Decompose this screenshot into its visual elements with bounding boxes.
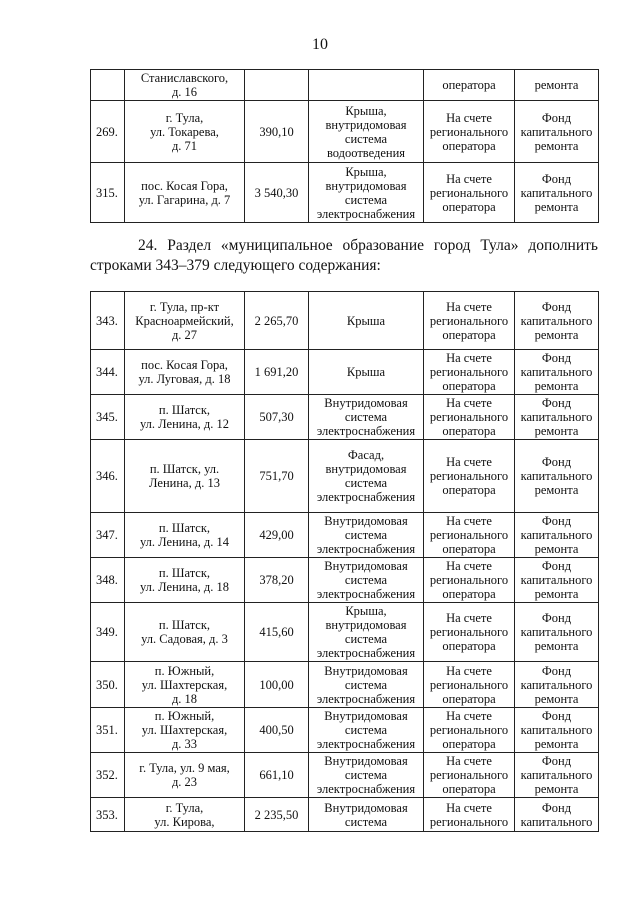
funding-method-cell [424, 350, 515, 395]
funding-source-cell [515, 163, 599, 223]
works-cell-line: система [344, 677, 388, 692]
address-cell-line: д. 16 [171, 85, 198, 99]
works-cell-line: Внутридомовая [324, 663, 408, 678]
funding-method-cell-line: На счете [446, 299, 492, 314]
address-cell-line: п. Шатск, [158, 403, 211, 417]
address-cell-line: д. 33 [171, 737, 198, 751]
funding-method-cell [424, 292, 515, 350]
address-cell [125, 70, 245, 101]
works-cell-line: электроснабжения [316, 737, 416, 751]
address-cell [125, 513, 245, 558]
funding-source-cell-line: капитального [520, 625, 593, 639]
works-cell-line: система [344, 410, 388, 424]
funding-source-cell-line: ремонта [534, 483, 579, 497]
address-cell-line: д. 18 [171, 691, 198, 706]
address-cell [125, 292, 245, 350]
works-cell-line: Фасад, [347, 448, 385, 462]
works-cell-line: внутридомовая [325, 117, 407, 132]
funding-method-cell-line: На счете [446, 754, 492, 768]
address-cell-line: д. 71 [171, 138, 198, 153]
amendment-paragraph [90, 236, 598, 276]
funding-method-cell-line: оператора [442, 379, 496, 393]
works-cell-line: электроснабжения [316, 782, 416, 796]
funding-method-cell [424, 798, 515, 832]
funding-method-cell-line: На счете [446, 455, 492, 469]
funding-method-cell-line: На счете [446, 514, 492, 528]
funding-source-cell-line: капитального [520, 469, 593, 483]
page-number: 10 [312, 36, 328, 53]
address-cell-line: ул. Токарева, [150, 124, 219, 139]
funding-source-cell-line: капитального [520, 677, 593, 692]
address-cell-line: пос. Косая Гора, [141, 178, 228, 193]
works-cell-line: водоотведения [326, 145, 406, 160]
address-cell-line: Станиславского, [140, 71, 229, 85]
area-cell: 429,00 [245, 513, 309, 558]
funding-method-cell-line: регионального [429, 814, 509, 829]
table-row [91, 798, 599, 832]
works-cell-line: внутридомовая [325, 618, 407, 632]
works-cell-line: Крыша, [345, 164, 387, 179]
funding-source-cell-line: Фонд [541, 514, 572, 528]
address-cell [125, 440, 245, 513]
funding-method-cell [424, 163, 515, 223]
address-cell-line: г. Тула, [165, 110, 204, 125]
works-cell-line: электроснабжения [316, 646, 416, 660]
funding-method-cell-line: оператора [442, 782, 496, 796]
works-cell-line: электроснабжения [316, 490, 416, 504]
address-cell-line: п. Шатск, [158, 618, 211, 632]
row-number: 344. [91, 350, 125, 395]
works-cell-line: Крыша, [345, 103, 387, 118]
table-row [91, 753, 599, 798]
address-cell [125, 753, 245, 798]
row-number: 345. [91, 395, 125, 440]
funding-source-cell-line: Фонд [541, 611, 572, 625]
works-cell-line: электроснабжения [316, 587, 416, 601]
funding-source-cell-line: ремонта [534, 737, 579, 751]
works-cell-line: Внутридомовая [324, 709, 408, 723]
funding-source-cell-line: капитального [520, 410, 593, 424]
address-cell-line: ул. Кирова, [154, 814, 215, 829]
address-cell-line: ул. Ленина, д. 18 [139, 580, 230, 594]
address-cell [125, 350, 245, 395]
funding-source-cell-line: ремонта [534, 327, 579, 342]
address-cell-line: д. 23 [171, 775, 198, 789]
funding-source-cell-line: ремонта [534, 587, 579, 601]
funding-method-cell-line: регионального [429, 528, 509, 542]
funding-method-cell [424, 603, 515, 662]
address-cell-line: ул. Шахтерская, [141, 723, 228, 737]
funding-method-cell-line: оператора [442, 78, 496, 92]
area-cell: 390,10 [245, 101, 309, 163]
funding-method-cell [424, 662, 515, 708]
funding-method-cell-line: регионального [429, 469, 509, 483]
funding-source-cell [515, 513, 599, 558]
funding-source-cell-line: Фонд [541, 754, 572, 768]
funding-source-cell-line: ремонта [534, 138, 579, 153]
area-cell: 1 691,20 [245, 350, 309, 395]
funding-method-cell-line: На счете [446, 351, 492, 365]
funding-source-cell [515, 395, 599, 440]
row-number: 269. [91, 101, 125, 163]
address-cell-line: г. Тула, [165, 800, 204, 815]
funding-method-cell-line: регионального [429, 185, 509, 200]
works-cell-line: Внутридомовая [324, 396, 408, 410]
table-row [91, 558, 599, 603]
address-cell [125, 603, 245, 662]
funding-source-cell-line: ремонта [534, 542, 579, 556]
table-row [91, 603, 599, 662]
works-cell [309, 163, 424, 223]
paragraph-line-2: строками 343–379 следующего содержания: [90, 257, 381, 274]
works-cell-line: система [344, 192, 388, 207]
table-row [91, 708, 599, 753]
works-cell-line: система [344, 528, 388, 542]
address-cell-line: п. Шатск, ул. [149, 462, 220, 476]
works-cell [309, 662, 424, 708]
table-row [91, 70, 599, 101]
funding-method-cell [424, 395, 515, 440]
works-cell [309, 70, 424, 101]
address-cell [125, 662, 245, 708]
works-cell-line: система [344, 632, 388, 646]
funding-source-cell-line: ремонта [534, 639, 579, 653]
funding-source-cell [515, 292, 599, 350]
funding-source-cell-line: капитального [520, 573, 593, 587]
works-cell-line: система [344, 131, 388, 146]
area-cell: 378,20 [245, 558, 309, 603]
funding-source-cell-line: капитального [520, 768, 593, 782]
table-row [91, 163, 599, 223]
funding-method-cell-line: оператора [442, 424, 496, 438]
address-cell [125, 798, 245, 832]
funding-source-cell [515, 101, 599, 163]
works-cell-line: электроснабжения [316, 206, 416, 221]
works-cell [309, 440, 424, 513]
works-cell-line: Крыша [346, 313, 386, 328]
works-cell [309, 350, 424, 395]
works-cell-line: электроснабжения [316, 691, 416, 706]
address-cell-line: г. Тула, пр-кт [149, 299, 220, 314]
row-number: 350. [91, 662, 125, 708]
funding-source-cell-line: капитального [520, 313, 593, 328]
address-cell-line: г. Тула, ул. 9 мая, [139, 761, 230, 775]
funding-method-cell [424, 101, 515, 163]
funding-source-cell-line: ремонта [534, 782, 579, 796]
row-number: 352. [91, 753, 125, 798]
table-row [91, 662, 599, 708]
row-number: 351. [91, 708, 125, 753]
works-cell [309, 798, 424, 832]
funding-method-cell [424, 70, 515, 101]
address-cell-line: ул. Луговая, д. 18 [138, 372, 231, 386]
funding-method-cell-line: На счете [446, 559, 492, 573]
area-cell: 2 265,70 [245, 292, 309, 350]
paragraph-line-1: 24. Раздел «муниципальное образование город Тула» дополнить [138, 237, 598, 254]
funding-source-cell [515, 350, 599, 395]
funding-source-cell-line: Фонд [541, 299, 572, 314]
works-cell-line: система [344, 476, 388, 490]
works-cell [309, 513, 424, 558]
table-row [91, 440, 599, 513]
funding-method-cell-line: На счете [446, 611, 492, 625]
address-cell-line: ул. Ленина, д. 14 [139, 535, 230, 549]
table-row [91, 101, 599, 163]
works-cell-line: Внутридомовая [324, 754, 408, 768]
address-cell-line: Красноармейский, [135, 313, 234, 328]
funding-method-cell-line: регионального [429, 625, 509, 639]
works-cell-line: Внутридомовая [324, 559, 408, 573]
address-cell-line: п. Южный, [154, 663, 215, 678]
funding-method-cell-line: На счете [446, 110, 492, 125]
address-cell-line: ул. Шахтерская, [141, 677, 228, 692]
bottom-table-body [91, 292, 599, 832]
funding-method-cell-line: регионального [429, 124, 509, 139]
funding-method-cell-line: регионального [429, 723, 509, 737]
works-cell-line: система [344, 723, 388, 737]
funding-method-cell-line: На счете [446, 709, 492, 723]
works-cell-line: Внутридомовая [324, 800, 408, 815]
funding-source-cell-line: Фонд [541, 709, 572, 723]
area-cell: 751,70 [245, 440, 309, 513]
funding-source-cell-line: капитального [520, 814, 593, 829]
funding-source-cell-line: капитального [520, 365, 593, 379]
address-cell-line: п. Шатск, [158, 521, 211, 535]
funding-source-cell-line: капитального [520, 528, 593, 542]
funding-method-cell [424, 513, 515, 558]
funding-source-cell-line: Фонд [541, 800, 572, 815]
funding-source-cell-line: Фонд [541, 663, 572, 678]
funding-source-cell [515, 798, 599, 832]
works-cell [309, 292, 424, 350]
area-cell: 507,30 [245, 395, 309, 440]
works-cell-line: внутридомовая [325, 462, 407, 476]
table-row [91, 292, 599, 350]
funding-source-cell [515, 70, 599, 101]
top-table-body [91, 70, 599, 223]
funding-method-cell-line: оператора [442, 327, 496, 342]
works-cell-line: Внутридомовая [324, 514, 408, 528]
works-cell-line: Крыша, [345, 604, 387, 618]
row-number: 343. [91, 292, 125, 350]
funding-method-cell-line: На счете [446, 663, 492, 678]
works-cell-line: система [344, 573, 388, 587]
works-cell-line: электроснабжения [316, 424, 416, 438]
funding-source-cell-line: капитального [520, 124, 593, 139]
funding-method-cell-line: регионального [429, 677, 509, 692]
works-cell-line: Крыша [346, 365, 386, 379]
funding-source-cell [515, 440, 599, 513]
works-cell-line: электроснабжения [316, 542, 416, 556]
row-number: 353. [91, 798, 125, 832]
funding-method-cell-line: оператора [442, 587, 496, 601]
area-cell: 2 235,50 [245, 798, 309, 832]
table-row [91, 513, 599, 558]
funding-method-cell-line: оператора [442, 639, 496, 653]
funding-method-cell-line: регионального [429, 573, 509, 587]
funding-method-cell-line: регионального [429, 410, 509, 424]
address-cell [125, 708, 245, 753]
bottom-table [90, 291, 599, 832]
funding-source-cell-line: Фонд [541, 455, 572, 469]
funding-method-cell-line: регионального [429, 768, 509, 782]
area-cell: 100,00 [245, 662, 309, 708]
funding-method-cell-line: регионального [429, 313, 509, 328]
funding-source-cell-line: Фонд [541, 171, 572, 186]
funding-method-cell-line: На счете [446, 171, 492, 186]
address-cell-line: п. Южный, [154, 709, 215, 723]
funding-method-cell [424, 558, 515, 603]
funding-method-cell-line: оператора [442, 138, 496, 153]
funding-method-cell-line: оператора [442, 483, 496, 497]
funding-method-cell [424, 753, 515, 798]
row-number: 348. [91, 558, 125, 603]
funding-source-cell [515, 603, 599, 662]
table-row [91, 350, 599, 395]
works-cell-line: внутридомовая [325, 178, 407, 193]
funding-method-cell-line: регионального [429, 365, 509, 379]
funding-source-cell-line: капитального [520, 723, 593, 737]
funding-source-cell [515, 753, 599, 798]
works-cell [309, 753, 424, 798]
works-cell-line: система [344, 814, 388, 829]
works-cell [309, 395, 424, 440]
works-cell [309, 558, 424, 603]
address-cell [125, 395, 245, 440]
funding-source-cell [515, 662, 599, 708]
funding-method-cell-line: оператора [442, 542, 496, 556]
address-cell-line: ул. Ленина, д. 12 [139, 417, 230, 431]
top-table [90, 69, 599, 223]
area-cell: 400,50 [245, 708, 309, 753]
funding-method-cell [424, 440, 515, 513]
address-cell-line: ул. Гагарина, д. 7 [138, 192, 231, 207]
funding-source-cell-line: ремонта [534, 199, 579, 214]
area-cell: 3 540,30 [245, 163, 309, 223]
area-cell [245, 70, 309, 101]
funding-source-cell-line: ремонта [534, 78, 579, 92]
address-cell-line: Ленина, д. 13 [149, 476, 220, 490]
address-cell [125, 163, 245, 223]
funding-method-cell-line: На счете [446, 396, 492, 410]
funding-source-cell-line: Фонд [541, 396, 572, 410]
funding-method-cell-line: На счете [446, 800, 492, 815]
funding-source-cell-line: Фонд [541, 110, 572, 125]
address-cell-line: п. Шатск, [158, 566, 211, 580]
address-cell [125, 558, 245, 603]
table-row [91, 395, 599, 440]
funding-source-cell-line: Фонд [541, 559, 572, 573]
area-cell: 661,10 [245, 753, 309, 798]
funding-source-cell [515, 558, 599, 603]
row-number: 349. [91, 603, 125, 662]
works-cell [309, 708, 424, 753]
row-number [91, 70, 125, 101]
works-cell-line: система [344, 768, 388, 782]
funding-method-cell [424, 708, 515, 753]
funding-method-cell-line: оператора [442, 691, 496, 706]
area-cell: 415,60 [245, 603, 309, 662]
funding-source-cell-line: ремонта [534, 691, 579, 706]
funding-source-cell-line: Фонд [541, 351, 572, 365]
works-cell [309, 101, 424, 163]
row-number: 346. [91, 440, 125, 513]
address-cell-line: пос. Косая Гора, [141, 358, 228, 372]
address-cell [125, 101, 245, 163]
funding-source-cell-line: ремонта [534, 424, 579, 438]
row-number: 315. [91, 163, 125, 223]
works-cell [309, 603, 424, 662]
address-cell-line: ул. Садовая, д. 3 [141, 632, 228, 646]
address-cell-line: д. 27 [171, 327, 198, 342]
funding-source-cell [515, 708, 599, 753]
funding-method-cell-line: оператора [442, 199, 496, 214]
funding-method-cell-line: оператора [442, 737, 496, 751]
funding-source-cell-line: ремонта [534, 379, 579, 393]
funding-source-cell-line: капитального [520, 185, 593, 200]
row-number: 347. [91, 513, 125, 558]
